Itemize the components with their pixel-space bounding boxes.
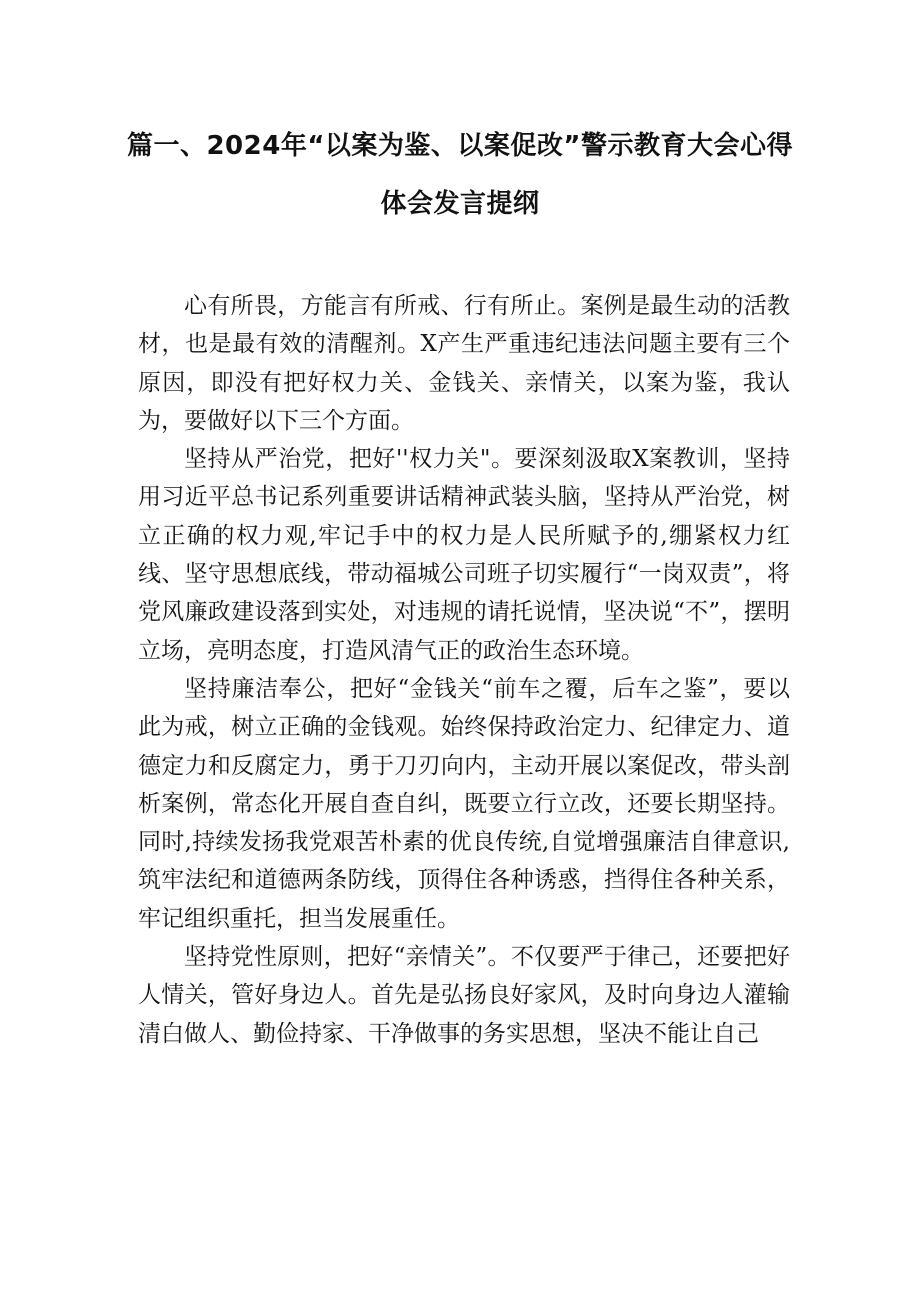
paragraph-family: 坚持党性原则，把好“亲情关”。不仅要严于律己，还要把好人情关，管好身边人。首先是弘扬良好家风，及时向身边人灌输清白做人、勤俭持家、干净做事的务实思想，坚决不能让自己	[138, 944, 790, 1047]
paragraph-intro: 心有所畏，方能言有所戒、行有所止。案例是最生动的活教材，也是最有效的清醒剂。X产生严重违纪违法问题主要有三个原因，即没有把好权力关、金钱关、亲情关，以案为鉴，我认为，要做好以下三个方面。	[138, 293, 790, 434]
document-body	[138, 287, 790, 1053]
document-title-line-1: 篇一、2024年“以案为鉴、以案促改”警示教育大会心得	[126, 131, 794, 161]
document-title-line-2: 体会发言提纲	[380, 189, 540, 219]
paragraph-power: 坚持从严治党，把好''权力关"。要深刻汲取X案教训，坚持用习近平总书记系列重要讲话精神武装头脑，坚持从严治党，树立正确的权力观,牢记手中的权力是人民所赋予的,绷紧权力红线、坚守思想底线，带动福城公司班子切实履行“一岗双责”，将党风廉政建设落到实处，对违规的请托说情，坚决说“不”，摆明立场，亮明态度，打造风清气正的政治生态环境。	[138, 446, 790, 664]
paragraph-money: 坚持廉洁奉公，把好“金钱关“前车之覆，后车之鉴”，要以此为戒，树立正确的金钱观。始终保持政治定力、纪律定力、道德定力和反腐定力，勇于刀刃向内，主动开展以案促改，带头剖析案例，常态化开展自查自纠，既要立行立改，还要长期坚持。同时,持续发扬我党艰苦朴素的优良传统,自觉增强廉洁自律意识,筑牢法纪和道德两条防线，顶得住各种诱惑，挡得住各种关系，牢记组织重托，担当发展重任。	[138, 675, 790, 932]
